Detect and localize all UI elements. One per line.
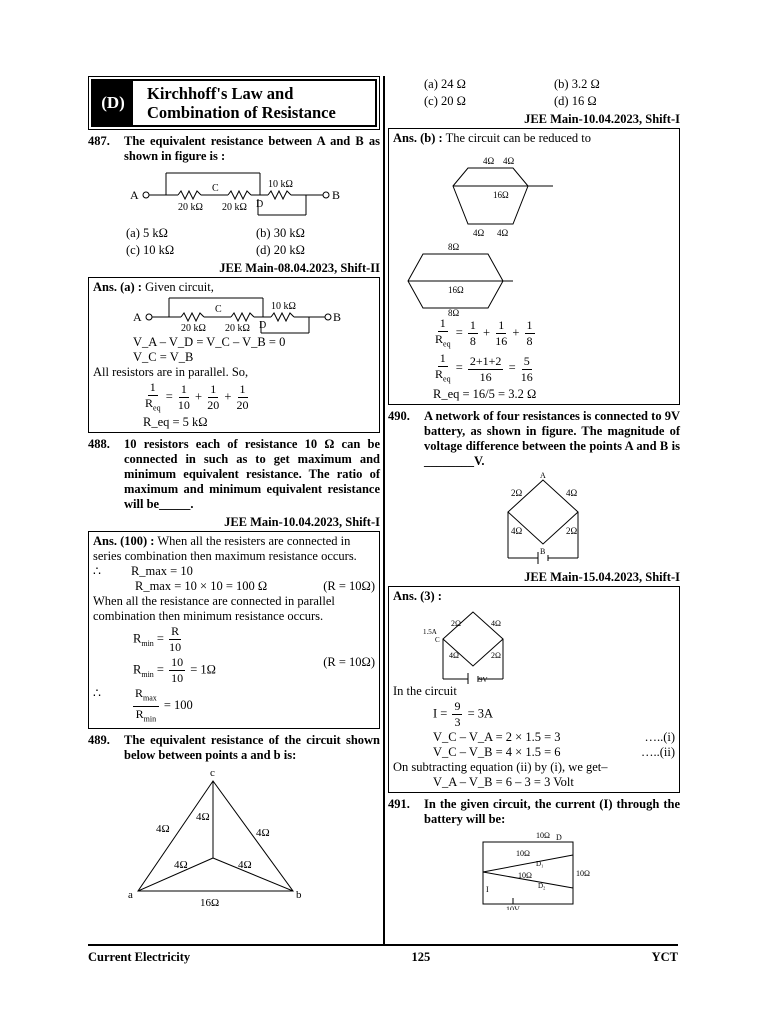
svg-text:4Ω: 4Ω [256,827,270,840]
circuit-figure-491 [388,830,680,910]
svg-text:4Ω: 4Ω [491,618,501,628]
option-d[interactable]: (d) 16 Ω [554,94,597,108]
svg-text:4Ω: 4Ω [511,525,523,536]
option-c[interactable]: (c) 20 Ω [424,94,466,108]
formula-rmin: $R_{min}$ = $\frac{R}{10}$ [133,624,182,655]
option-d[interactable]: (d) 20 kΩ [256,243,305,257]
svg-text:4Ω: 4Ω [483,156,495,166]
svg-text:c: c [210,767,215,780]
svg-text:D: D [256,199,264,210]
svg-text:4Ω: 4Ω [449,650,459,660]
svg-text:b: b [296,889,302,902]
svg-text:2Ω: 2Ω [511,487,523,498]
svg-text:16Ω: 16Ω [493,190,509,200]
formula-490-current: I = $\frac{9}{3}$ = 3A [433,698,494,729]
option-b[interactable]: (b) 3.2 Ω [554,77,600,91]
svg-text:C: C [212,183,219,194]
formula-489-1: $\frac{1}{R_{eq}}$ = $\frac{1}{8}$ + $\frac{1}{16}$ + $\frac{1}{8}$ [435,316,533,349]
svg-text:D₂: D₂ [538,881,546,890]
page-number: 125 [411,950,431,964]
svg-text:2Ω: 2Ω [566,525,578,536]
footer-brand: YCT [651,950,678,964]
section-letter: (D) [93,81,133,125]
section-title: Kirchhoff's Law and Combination of Resistance [147,84,336,122]
svg-text:16Ω: 16Ω [448,285,464,295]
option-b[interactable]: (b) 30 kΩ [256,226,305,240]
circuit-figure-487-answer [93,295,373,335]
source-488: JEE Main-10.04.2023, Shift-I [224,515,380,530]
option-a[interactable]: (a) 5 kΩ [126,226,168,240]
svg-text:C: C [215,304,222,315]
svg-text:10Ω: 10Ω [576,868,590,878]
question-489: 489. The equivalent resistance of the circuit shown below between points a and b is: [88,733,380,763]
answer-490: Ans. (3) : 2Ω 4Ω 4Ω 2Ω 1.5A C 9V In the circuit I = $\frac{9}{3}$ = 3A V_C – V_A = 2 × 1.5 = 3 …..(i) V_C – V_B = 4 × 1.5 = 6 …..(ii) On subtracting equation (ii) by (i), we get– V_A – V_B = 6 – 3 = 3 Volt [388,586,680,793]
node-b-label: B [332,188,341,202]
circuit-figure-490-answer [393,604,673,684]
svg-text:A: A [133,310,142,324]
formula-rmin-value: $R_{min}$ = $\frac{10}{10}$ = 1Ω [133,655,216,686]
svg-text:20 kΩ: 20 kΩ [178,202,203,213]
source-487: JEE Main-08.04.2023, Shift-II [219,261,380,275]
svg-text:B: B [333,310,342,324]
answer-487: Ans. (a) : Given circuit, A B C D 20 kΩ 20 kΩ 10 kΩ V_A – V_D = V_C – V_B = 0 V_C = V_B All resistors are in parallel. So, $\frac{1}{R_{eq}}$ = $\frac{1}{10}$ + $\frac{1}{20}$ + $\frac{1}{20}$ R_eq = 5 kΩ [88,277,380,433]
footer-chapter: Current Electricity [88,950,191,964]
question-488: 488. 10 resistors each of resistance 10 Ω can be connected in such as to get maximum and minimum equivalent resistance. The ratio of maximum and minimum equivalent resistance will be_____. [88,437,380,512]
svg-text:10 kΩ: 10 kΩ [268,179,293,190]
circuit-figure-490 [388,472,680,564]
svg-text:8Ω: 8Ω [448,242,460,252]
answer-489: Ans. (b) : The circuit can be reduced to 4Ω 4Ω 16Ω 4Ω 4Ω 8Ω 16Ω 8Ω $\frac{1}{R_{eq}}$ = $\frac{1}{8}$ + $\frac{1}{16}$ + $\frac{1}{8}$ $\frac{1}{R_{eq}}$ = $\frac{2+1+2}{16}$ = $\frac{5}{16}$ R_eq = 16/5 = 3.2 Ω [388,128,680,405]
svg-text:4Ω: 4Ω [503,156,515,166]
svg-text:4Ω: 4Ω [497,228,509,238]
svg-text:D: D [259,320,267,331]
section-header [88,76,380,130]
svg-text:20 kΩ: 20 kΩ [181,323,206,334]
svg-text:A: A [540,471,546,480]
circuit-figure-489 [88,766,380,906]
svg-text:4Ω: 4Ω [473,228,485,238]
svg-text:4Ω: 4Ω [156,823,170,836]
options-489 [388,76,680,110]
svg-text:4Ω: 4Ω [238,859,252,872]
svg-text:20 kΩ: 20 kΩ [222,202,247,213]
options-487 [88,225,380,259]
svg-text:a: a [128,889,133,902]
svg-text:16Ω: 16Ω [200,897,220,907]
svg-text:4Ω: 4Ω [566,487,578,498]
node-a-label: A [130,188,139,202]
source-489: JEE Main-10.04.2023, Shift-I [524,112,680,126]
formula-487: $\frac{1}{R_{eq}}$ = $\frac{1}{10}$ + $\frac{1}{20}$ + $\frac{1}{20}$ [145,380,249,413]
svg-text:D: D [556,832,562,842]
formula-ratio: $\frac{R_{max}}{R_{min}}$ = 100 [134,686,193,724]
option-a[interactable]: (a) 24 Ω [424,77,466,91]
page-footer [88,944,678,965]
circuit-figure-487 [88,167,380,219]
svg-text:8Ω: 8Ω [448,308,460,316]
left-column [88,76,380,910]
question-487: 487. The equivalent resistance between A and B as shown in figure is : [88,134,380,163]
svg-text:10Ω: 10Ω [518,870,532,880]
svg-text:D₁: D₁ [536,859,544,868]
option-c[interactable]: (c) 10 kΩ [126,243,175,257]
formula-489-2: $\frac{1}{R_{eq}}$ = $\frac{2+1+2}{16}$ = $\frac{5}{16}$ [435,351,533,384]
source-490: JEE Main-15.04.2023, Shift-I [524,569,680,584]
svg-text:4Ω: 4Ω [196,811,210,824]
svg-text:9V: 9V [479,675,488,684]
svg-text:2Ω: 2Ω [451,618,461,628]
svg-text:I: I [486,884,489,894]
right-column [388,76,680,914]
question-491: 491. In the given circuit, the current (I) through the battery will be: [388,796,680,826]
svg-text:1.5A: 1.5A [423,627,437,636]
svg-text:4Ω: 4Ω [174,859,188,872]
svg-text:10Ω: 10Ω [536,830,550,840]
column-divider [383,76,385,946]
reduced-circuit-489 [393,146,673,316]
svg-text:10V: 10V [506,904,520,910]
answer-488: Ans. (100) : When all the resisters are connected in series combination then maximum resistance occurs. ∴ R_max = 10 R_max = 10 × 10 = 100 Ω (R = 10Ω) When all the resistance are connected in parallel combination then minimum resistance occurs. $R_{min}$ = $\frac{R}{10}$ $R_{min}$ = $\frac{10}{10}$ = 1Ω (R = 10Ω) ∴ $\frac{R_{max}}{R_{min}}$ = 100 [88,531,380,729]
svg-text:10Ω: 10Ω [516,848,530,858]
svg-text:B: B [540,546,546,556]
svg-text:C: C [435,635,440,644]
question-490: 490. A network of four resistances is connected to 9V battery, as shown in figure. The magnitude of voltage difference between the points A and B is ________V. [388,408,680,468]
svg-text:20 kΩ: 20 kΩ [225,323,250,334]
svg-text:10 kΩ: 10 kΩ [271,301,296,312]
svg-text:2Ω: 2Ω [491,650,501,660]
